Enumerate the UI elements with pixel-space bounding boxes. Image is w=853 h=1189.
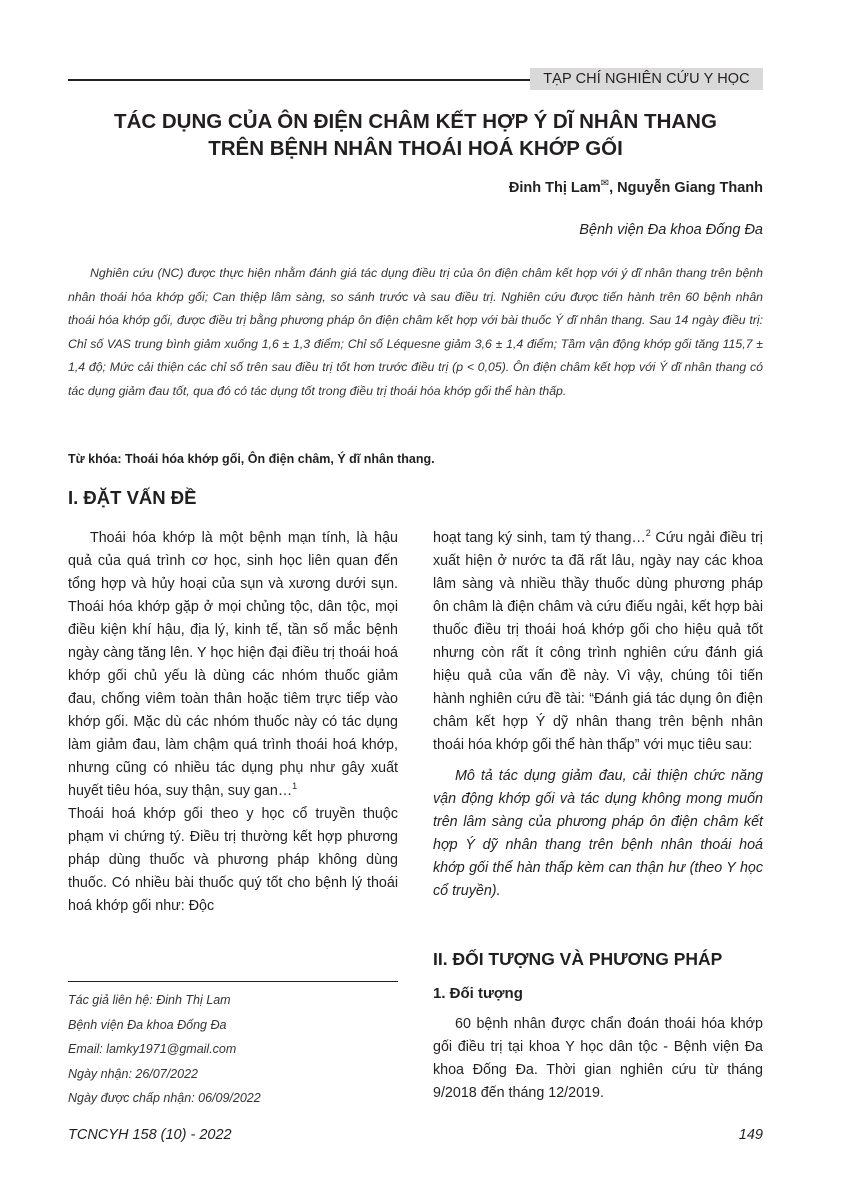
intro-paragraph-1: Thoái hóa khớp là một bệnh mạn tính, là hậu quả của quá trình cơ học, sinh học liên quan đến tổng hợp và hủy hoại của sụn và xương dưới sụn. Thoái hóa khớp gặp ở mọi chủng tộc, dân tộc, mọi điều kiện khí hậu, địa lý, kinh tế, tần số mắc bệnh ngày càng tăng lên. Y học hiện đại điều trị thoái hoá khớp gối chủ yếu là dùng các nhóm thuốc giảm đau, chống viêm toàn thân hoặc tiêm trực tiếp vào khớp gối. Mặc dù các nhóm thuốc này có tác dụng làm giảm đau, làm chậm quá trình thoái hoá khớp, nhưng cũng có nhiều tác dụng phụ như gây xuất huyết tiêu hóa, suy thận, suy gan…$^1$ — [68, 530, 398, 799]
header-rule — [68, 79, 530, 81]
page-number: 149 — [738, 1127, 763, 1143]
objective-paragraph: Mô tả tác dụng giảm đau, cải thiện chức năng vận động khớp gối và tác dụng không mong muốn trên lâm sàng của phương pháp ôn điện châm kết hợp Ý dỹ nhân thang trên bệnh nhân thoái hoá khớp gối thể hàn thấp kèm can thận hư (theo Y học cổ truyền). — [433, 768, 763, 899]
journal-tag: TẠP CHÍ NGHIÊN CỨU Y HỌC — [530, 68, 763, 90]
footnote — [68, 988, 398, 1111]
abstract: Nghiên cứu (NC) được thực hiện nhằm đánh giá tác dụng điều trị của ôn điện châm kết hợp với ý dĩ nhân thang trên bệnh nhân thoái hóa khớp gối; Can thiệp lâm sàng, so sánh trước và sau điều trị. Nghiên cứu được tiến hành trên 60 bệnh nhân thoái hóa khớp gối, được điều trị bằng phương pháp ôn điện châm kết hợp với bài thuốc Ý dĩ nhân thang. Sau 14 ngày điều trị: Chỉ số VAS trung bình giảm xuống 1,6 ± 1,3 điểm; Chỉ số Léquesne giảm 3,6 ± 1,4 điểm; Tầm vận động khớp gối tăng 115,7 ± 1,4 độ; Mức cải thiện các chỉ số trên sau điều trị tốt hơn trước điều trị (p < 0,05). Ôn điện châm kết hợp với Ý dĩ nhân thang có tác dụng giảm đau tốt, qua đó có tác dụng tốt trong điều trị thoái hóa khớp gối thể hàn thấp. — [68, 266, 763, 398]
intro-paragraph-continued: hoạt tang ký sinh, tam tý thang…$^2$ Cứu ngải điều trị xuất hiện ở nước ta đã rất lâu, ngày nay các khoa lâm sàng và nhiều thầy thuốc dùng phương pháp ôn châm là điện châm và cứu điếu ngải, kết hợp bài thuốc điều trị thoái hoá khớp gối cho hiệu quả tốt nhưng còn rất ít công trình nghiên cứu đánh giá hiệu quả của vấn đề này. Vì vậy, chúng tôi tiến hành nghiên cứu đề tài: “Đánh giá tác dụng ôn điện châm kết hợp Ý dỹ nhân thang trên bệnh nhân thoái hóa khớp gối thể hàn thấp” với mục tiêu sau: — [433, 528, 763, 753]
right-column — [433, 527, 763, 903]
footnote-affiliation: Bệnh viện Đa khoa Đống Đa — [68, 1017, 227, 1032]
subjects-column — [433, 1013, 763, 1105]
footnote-email: Email: lamky1971@gmail.com — [68, 1042, 237, 1056]
footnote-rule — [68, 981, 398, 982]
reference-2: 2 — [645, 528, 651, 539]
footnote-contact: Tác giả liên hệ: Đinh Thị Lam — [68, 993, 231, 1007]
journal-issue: TCNCYH 158 (10) - 2022 — [68, 1127, 232, 1143]
reference-1: 1 — [292, 781, 298, 792]
section-2-title: II. ĐỐI TƯỢNG VÀ PHƯƠNG PHÁP — [433, 949, 723, 969]
left-column — [68, 527, 398, 918]
subjects-paragraph: 60 bệnh nhân được chẩn đoán thoái hóa khớp gối điều trị tại khoa Y học dân tộc - Bệnh viện Đa khoa Đống Đa. Thời gian nghiên cứu từ tháng 9/2018 đến tháng 12/2019. — [433, 1016, 763, 1101]
article-title-line1: TÁC DỤNG CỦA ÔN ĐIỆN CHÂM KẾT HỢP Ý DĨ NHÂN THANG — [114, 110, 717, 133]
author-2: , Nguyễn Giang Thanh — [609, 180, 763, 196]
authors — [509, 180, 763, 196]
footnote-received: Ngày nhận: 26/07/2022 — [68, 1066, 198, 1081]
author-1: Đinh Thị Lam — [508, 180, 601, 196]
footnote-accepted: Ngày được chấp nhận: 06/09/2022 — [68, 1091, 261, 1105]
keywords: Từ khóa: Thoái hóa khớp gối, Ôn điện châm, Ý dĩ nhân thang. — [68, 452, 435, 466]
subsection-1-title: 1. Đối tượng — [433, 985, 523, 1002]
intro-paragraph-2: Thoái hoá khớp gối theo y học cổ truyền thuộc phạm vi chứng tý. Điều trị thường kết hợp phương pháp dùng thuốc và phương pháp không dùng thuốc. Có nhiều bài thuốc quý tốt cho bệnh lý thoái hoá khớp gối như: Độc — [68, 806, 398, 914]
section-1-title: I. ĐẶT VẤN ĐỀ — [68, 487, 197, 508]
article-title — [68, 108, 763, 162]
mail-icon: ✉ — [600, 178, 610, 190]
affiliation: Bệnh viện Đa khoa Đống Đa — [579, 222, 763, 238]
article-title-line2: TRÊN BỆNH NHÂN THOÁI HOÁ KHỚP GỐI — [208, 137, 623, 160]
